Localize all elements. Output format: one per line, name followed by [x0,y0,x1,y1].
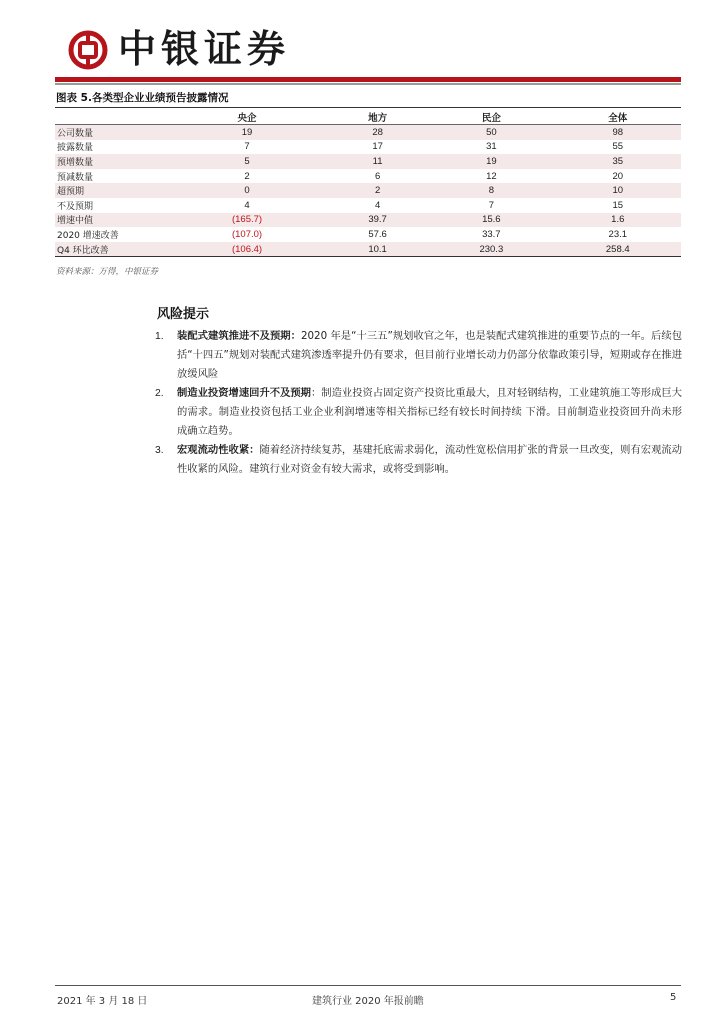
risk-item-body: 2020 年是“十三五”规划收官之年，也是装配式建筑推进的重要节点的一年。后续包括“十四五”规划对装配式建筑渗透率提升仍有要求，但目前行业增长动力仍部分依靠政策引导，短期或存在推进放缓风险 [177,330,683,380]
footer-rule [55,985,681,986]
table-cell: 7 [244,141,250,153]
risk-section-title: 风险提示 [157,307,210,322]
table-cell: 10 [555,183,681,198]
table-row [55,125,681,140]
table-cell: 31 [486,141,497,153]
table-row [55,154,681,169]
risk-item-body: ：制造业投资占固定资产投资比重最大，且对轻钢结构，工业建筑施工等形成巨大的需求。制造业投资包括工业企业利润增速等相关指标已经有较长时间持续 下滑。目前制造业投资回升尚未形成确立趋势。 [177,387,683,437]
table-cell: 33.7 [482,228,501,240]
table-cell: 5 [167,154,327,169]
table-row [55,227,681,242]
table-cell: 4 [244,199,250,211]
table-cell: 20 [612,170,624,182]
table-row [55,183,681,198]
risk-item-heading: 制造业投资增速回升不及预期 [177,387,311,399]
risk-item [155,327,682,384]
table-cell: 98 [555,125,681,140]
table-cell: 28 [327,125,428,140]
table-cell: 19 [167,125,327,140]
table-header-cell: 央企 [237,113,257,124]
footer-date: 2021 年 3 月 18 日 [57,996,148,1007]
table-cell: 17 [372,141,383,153]
table-cell: 39.7 [327,213,428,228]
table-cell: 11 [327,154,428,169]
risk-item-number: 2. [155,388,164,399]
table-cell: 0 [167,183,327,198]
table-cell: 23.1 [608,228,628,240]
table-header-cell: 民企 [481,113,501,124]
table-cell: 7 [488,199,494,211]
table-row [55,169,681,184]
table-cell-negative: (165.7) [167,213,327,228]
table-cell: 12 [486,170,497,182]
table-row [55,140,681,155]
table-cell: 8 [428,183,554,198]
table-cell-negative: (106.4) [167,242,327,257]
risk-item-number: 1. [155,331,164,342]
table-cell: 2 [327,183,428,198]
table-row [55,213,681,228]
table-cell: 2 [244,170,250,182]
bank-of-china-logo-icon [68,30,108,70]
table-cell: 35 [555,154,681,169]
row-label: 增速中值 [55,213,167,228]
table-cell: 4 [374,199,381,211]
risk-item-body: 随着经济持续复苏，基建托底需求弱化，流动性宽松信用扩张的背景一旦改变，则有宏观流动性收紧的风险。建筑行业对资金有较大需求，或将受到影响。 [177,444,683,475]
table-cell-negative: (107.0) [231,228,263,240]
table-row [55,198,681,213]
row-label: 预减数量 [57,172,94,183]
page-number: 5 [670,992,677,1003]
table-cell: 258.4 [555,242,681,257]
table-source-note: 资料来源：万得，中银证券 [56,267,159,277]
row-label: Q4 环比改善 [55,242,167,257]
table-cell: 19 [428,154,554,169]
table-cell: 15 [612,199,624,211]
table-cell: 50 [428,125,554,140]
row-label: 公司数量 [55,125,167,140]
figure-title-rule [55,107,681,108]
page-header [68,24,688,74]
footer-report-title: 建筑行业 2020 年报前瞻 [312,996,424,1007]
table-cell: 10.1 [327,242,428,257]
row-label: 披露数量 [57,143,94,154]
table-header-row [55,110,681,125]
risk-list [155,327,682,479]
table-header-cell [55,110,167,125]
brand-name: 中银证券 [118,26,291,71]
table-cell: 6 [374,170,381,182]
row-label: 不及预期 [57,201,94,212]
row-label: 预增数量 [55,154,167,169]
header-gray-rule [55,83,681,85]
risk-item [155,384,682,441]
performance-table [55,110,681,257]
table-cell: 230.3 [428,242,554,257]
header-red-rule [55,77,681,82]
table-cell: 1.6 [555,213,681,228]
risk-item [155,441,682,479]
risk-item-heading: 装配式建筑推进不及预期： [177,330,301,342]
table-cell: 15.6 [428,213,554,228]
row-label: 超预期 [55,183,167,198]
risk-item-number: 3. [155,445,164,456]
table-cell: 55 [612,141,624,153]
table-header-cell: 全体 [608,113,628,124]
risk-item-heading: 宏观流动性收紧： [177,444,260,456]
table-cell: 57.6 [368,228,387,240]
table-row [55,242,681,257]
figure-title: 图表 5.各类型企业业绩预告披露情况 [56,92,229,104]
row-label: 2020 增速改善 [57,230,119,241]
table-header-cell: 地方 [368,113,388,124]
